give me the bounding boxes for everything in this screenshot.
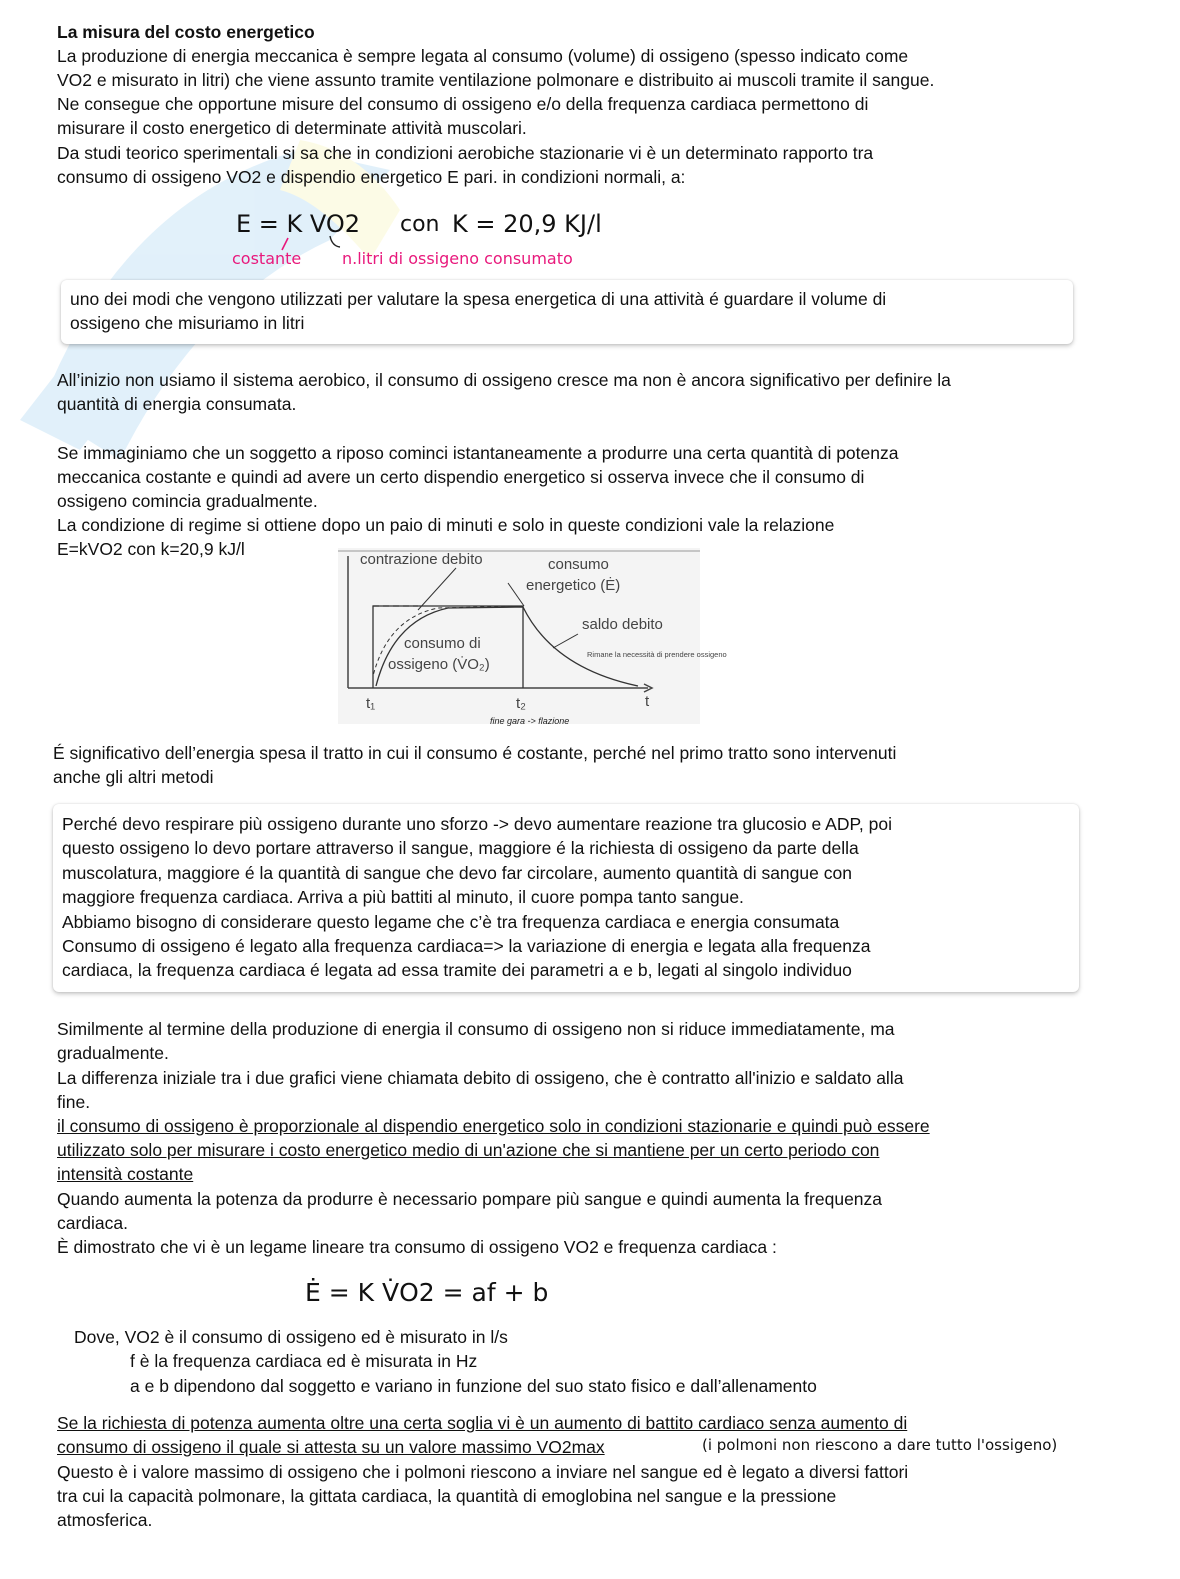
page-title: La misura del costo energetico — [57, 22, 315, 42]
box2-line-4: maggiore frequenza cardiaca. Arriva a più battiti al minuto, il cuore pompa tanto sangue. — [62, 887, 744, 908]
box1-line-2: ossigeno che misuriamo in litri — [70, 313, 305, 334]
para4-line-2: anche gli altri metodi — [53, 767, 214, 787]
final-line-1: Questo è i valore massimo di ossigeno che i polmoni riescono a inviare nel sangue ed è legato a diversi fattori — [57, 1462, 909, 1482]
para2-line-1: All’inizio non usiamo il sistema aerobico, il consumo di ossigeno cresce ma non è ancora significativo per definire la — [57, 370, 951, 390]
intro-line-4: misurare il costo energetico di determinate attività muscolari. — [57, 118, 527, 138]
box2-line-5: Abbiamo bisogno di considerare questo legame che c’è tra frequenza cardiaca e energia consumata — [62, 911, 840, 932]
fig-label-vo2-1: consumo di — [404, 635, 481, 652]
box2-line-3: muscolatura, maggiore é la quantità di sangue che devo far circolare, aumento quantità di sangue con — [62, 862, 852, 883]
para5-line-1: Similmente al termine della produzione di energia il consumo di ossigeno non si riduce immediatamente, ma — [57, 1019, 895, 1039]
final-line-3: atmosferica. — [57, 1510, 153, 1530]
fig-label-saldo: saldo debito — [582, 616, 663, 633]
definition-3: a e b dipendono dal soggetto e variano in funzione del suo stato fisico e dall’allenamento — [130, 1376, 817, 1396]
formula1-label-costante: costante — [232, 249, 302, 268]
fig-label-t2: t₂ — [516, 695, 526, 712]
box2-line-1: Perché devo respirare più ossigeno durante uno sforzo -> devo aumentare reazione tra glucosio e ADP, poi — [62, 814, 892, 834]
leader-energetico — [508, 583, 524, 606]
fig-label-t: t — [645, 693, 650, 710]
intro-line-3: Ne consegue che opportune misure del consumo di ossigeno e/o della frequenza cardiaca permettono di — [57, 94, 869, 114]
intro-line-6: consumo di ossigeno VO2 e dispendio energetico E pari. in condizioni normali, a: — [57, 167, 686, 187]
formula1-equation: E = K VO2 — [236, 210, 361, 238]
para3-line-2: meccanica costante e quindi ad avere un certo dispendio energetico si osserva invece che il consumo di — [57, 467, 865, 487]
fig-label-consumo-1: consumo — [548, 556, 609, 573]
para3-line-3: ossigeno comincia gradualmente. — [57, 491, 318, 511]
arrow-litri-icon — [326, 234, 346, 250]
para5-underlined-1: il consumo di ossigeno è proporzionale al dispendio energetico solo in condizioni stazionarie e quindi può essere — [57, 1116, 930, 1136]
intro-line-5: Da studi teorico sperimentali si sa che in condizioni aerobiche stazionarie vi è un determinato rapporto tra — [57, 143, 874, 163]
formula1-label-litri: n.litri di ossigeno consumato — [342, 249, 573, 268]
formula1-k-value: K = 20,9 KJ/l — [452, 210, 602, 238]
note-box-2 — [53, 804, 1079, 992]
formula1-con: con — [400, 212, 440, 237]
para2-line-2: quantità di energia consumata. — [57, 394, 297, 414]
para3-line-4: La condizione di regime si ottiene dopo un paio di minuti e solo in queste condizioni vale la relazione — [57, 515, 835, 535]
definition-1: Dove, VO2 è il consumo di ossigeno ed è misurato in l/s — [74, 1327, 508, 1347]
fig-label-vo2-2: ossigeno (V̇O₂) — [388, 656, 490, 673]
arrow-costante-icon — [276, 236, 296, 252]
para5-line-4: fine. — [57, 1092, 91, 1112]
para6-line-1: Quando aumenta la potenza da produrre è necessario pompare più sangue e quindi aumenta la frequenza — [57, 1189, 883, 1209]
note-box-1 — [61, 280, 1073, 344]
final-line-2: tra cui la capacità polmonare, la gittata cardiaca, la quantità di emoglobina nel sangue e la pressione — [57, 1486, 837, 1506]
fig-label-consumo-2: energetico (Ė) — [526, 577, 621, 594]
box2-line-7: cardiaca, la frequenza cardiaca é legata ad essa tramite dei parametri a e b, legati al singolo individuo — [62, 960, 852, 981]
leader-contrazione — [418, 568, 456, 610]
formula2: Ė = K V̇O2 = af + b — [305, 1278, 549, 1307]
fig-label-contrazione: contrazione debito — [360, 551, 483, 568]
final-underlined-1: Se la richiesta di potenza aumenta oltre una certa soglia vi è un aumento di battito cardiaco senza aumento di — [57, 1413, 908, 1433]
fig-handwritten-note: fine gara -> flazione — [490, 716, 570, 726]
leader-saldo — [553, 634, 578, 648]
para3-line-1: Se immaginiamo che un soggetto a riposo cominci istantaneamente a produrre una certa quantità di potenza — [57, 443, 899, 463]
intro-line-2: VO2 e misurato in litri) che viene assunto tramite ventilazione polmonare e distribuito ai muscoli tramite il sangue. — [57, 70, 935, 90]
oxygen-debt-graph — [338, 548, 727, 726]
para6-line-2: cardiaca. — [57, 1213, 129, 1233]
final-underlined-2: consumo di ossigeno il quale si attesta su un valore massimo VO2max — [57, 1437, 605, 1457]
final-handwritten-note: (i polmoni non riescono a dare tutto l'ossigeno) — [702, 1436, 1058, 1454]
box2-line-6: Consumo di ossigeno é legato alla frequenza cardiaca=> la variazione di energia e legata alla frequenza — [62, 936, 871, 957]
para5-underlined-3: intensità costante — [57, 1164, 194, 1184]
definition-2: f è la frequenza cardiaca ed è misurata in Hz — [130, 1351, 478, 1371]
para5-line-3: La differenza iniziale tra i due grafici viene chiamata debito di ossigeno, che è contratto all'inizio e saldato alla — [57, 1068, 904, 1088]
para3-line-5: E=kVO2 con k=20,9 kJ/l — [57, 539, 245, 559]
intro-line-1: La produzione di energia meccanica è sempre legata al consumo (volume) di ossigeno (spesso indicato come — [57, 46, 909, 66]
para6-line-3: È dimostrato che vi è un legame lineare tra consumo di ossigeno VO2 e frequenza cardiaca : — [57, 1237, 777, 1257]
box2-line-2: questo ossigeno lo devo portare attraverso il sangue, maggiore é la richiesta di ossigeno da parte della — [62, 838, 859, 859]
fig-label-t1: t₁ — [366, 695, 376, 712]
para4-line-1: É significativo dell’energia spesa il tratto in cui il consumo é costante, perché nel primo tratto sono intervenuti — [53, 743, 897, 763]
para5-line-2: gradualmente. — [57, 1043, 169, 1063]
fig-label-note: Rimane la necessità di prendere ossigeno — [587, 650, 727, 659]
box1-line-1: uno dei modi che vengono utilizzati per valutare la spesa energetica di una attività é guardare il volume di — [70, 289, 887, 309]
para5-underlined-2: utilizzato solo per misurare i costo energetico medio di un'azione che si mantiene per un certo periodo con — [57, 1140, 880, 1160]
